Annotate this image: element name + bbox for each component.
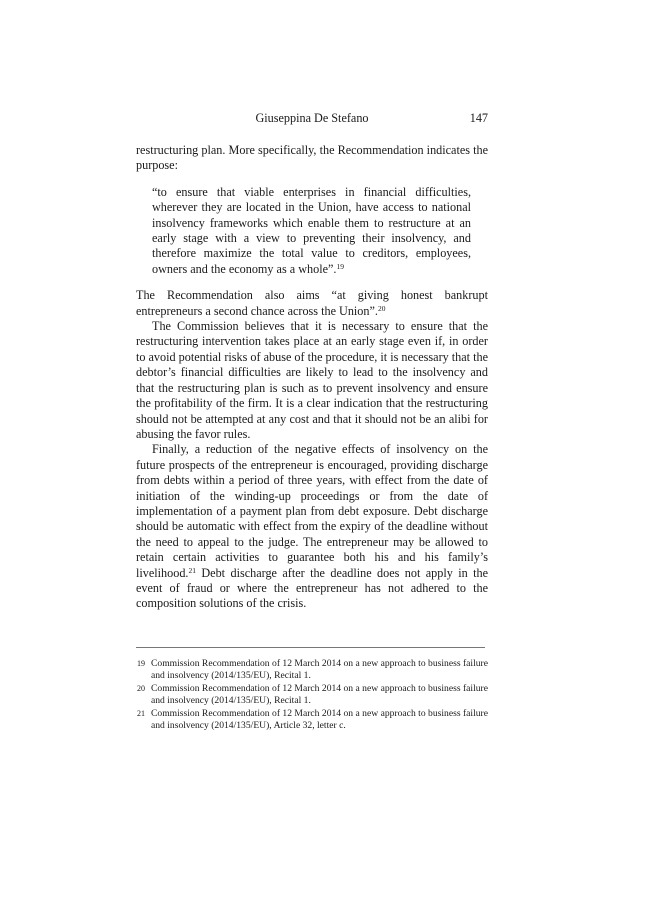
- body-text: [136, 143, 488, 612]
- footnote-text: Commission Recommendation of 12 March 2014 on a new approach to business failure and insolvency (2014/135/EU), Recital 1.: [151, 658, 488, 681]
- footnote-text: Commission Recommendation of 12 March 2014 on a new approach to business failure and insolvency (2014/135/EU), Article 32, letter c.: [151, 707, 488, 731]
- paragraph-4-text-continued: Debt discharge after the deadline does not apply in the event of fraud or where the entrepreneur has not adhered to the composition solutions of the crisis.: [136, 565, 488, 611]
- paragraph-1-text: restructuring plan. More specifically, the Recommendation indicates the purpose:: [136, 143, 488, 173]
- paragraph-4-text: Finally, a reduction of the negative effects of insolvency on the future prospects of the entrepreneur is encouraged, providing discharge from debts within a period of three years, with effect from the date of initiation of the winding-up proceedings or from the date of implementation of a payment plan from debt exposure. Debt discharge should be automatic with effect from the expiry of the deadline without the need to appeal to the judge. The entrepreneur may be allowed to retain certain activities to guarantee both his and his family’s livelihood.: [136, 442, 488, 580]
- author-name: Giuseppina De Stefano: [255, 111, 369, 125]
- paragraph-2: [136, 288, 488, 319]
- block-quote: [152, 185, 471, 277]
- footnote-20: [136, 683, 488, 707]
- paragraph-2-text: The Recommendation also aims “at giving honest bankrupt entrepreneurs a second chance across the Union”.: [136, 288, 488, 318]
- footnotes: [136, 658, 488, 732]
- footnote-number: 21: [137, 708, 145, 718]
- footnote-number: 19: [137, 659, 145, 668]
- paragraph-3: [136, 319, 488, 442]
- running-head: [136, 110, 488, 126]
- block-quote-text: “to ensure that viable enterprises in financial difficulties, wherever they are located in the Union, have access to national insolvency frameworks which enable them to restructure at an early stage with a view to preventing their insolvency, and therefore maximize the total value to creditors, employees, owners and the economy as a whole”.: [152, 184, 471, 276]
- footnote-19: [136, 658, 488, 682]
- footnote-ref-19[interactable]: 19: [336, 261, 344, 271]
- footnote-ref-20[interactable]: 20: [377, 303, 386, 313]
- page-number: 147: [469, 111, 488, 125]
- footnote-21: [136, 708, 488, 732]
- paragraph-4: [136, 442, 488, 611]
- paragraph-3-text: The Commission believes that it is necessary to ensure that the restructuring intervention takes place at an early stage even if, in order to avoid potential risks of abuse of the procedure, it is necessary that the debtor’s financial difficulties are likely to lead to the insolvency and that the restructuring plan is such as to prevent insolvency and ensure the profitability of the firm. It is a clear indication that the restructuring should not be attempted at any cost and that it should not be an alibi for abusing the favor rules.: [136, 319, 488, 441]
- footnote-text: Commission Recommendation of 12 March 2014 on a new approach to business failure and insolvency (2014/135/EU), Recital 1.: [151, 682, 488, 706]
- footnote-number: 20: [137, 683, 145, 693]
- footnote-ref-21[interactable]: 21: [188, 565, 196, 575]
- footnote-divider: [136, 647, 485, 648]
- paragraph-1: [136, 143, 488, 174]
